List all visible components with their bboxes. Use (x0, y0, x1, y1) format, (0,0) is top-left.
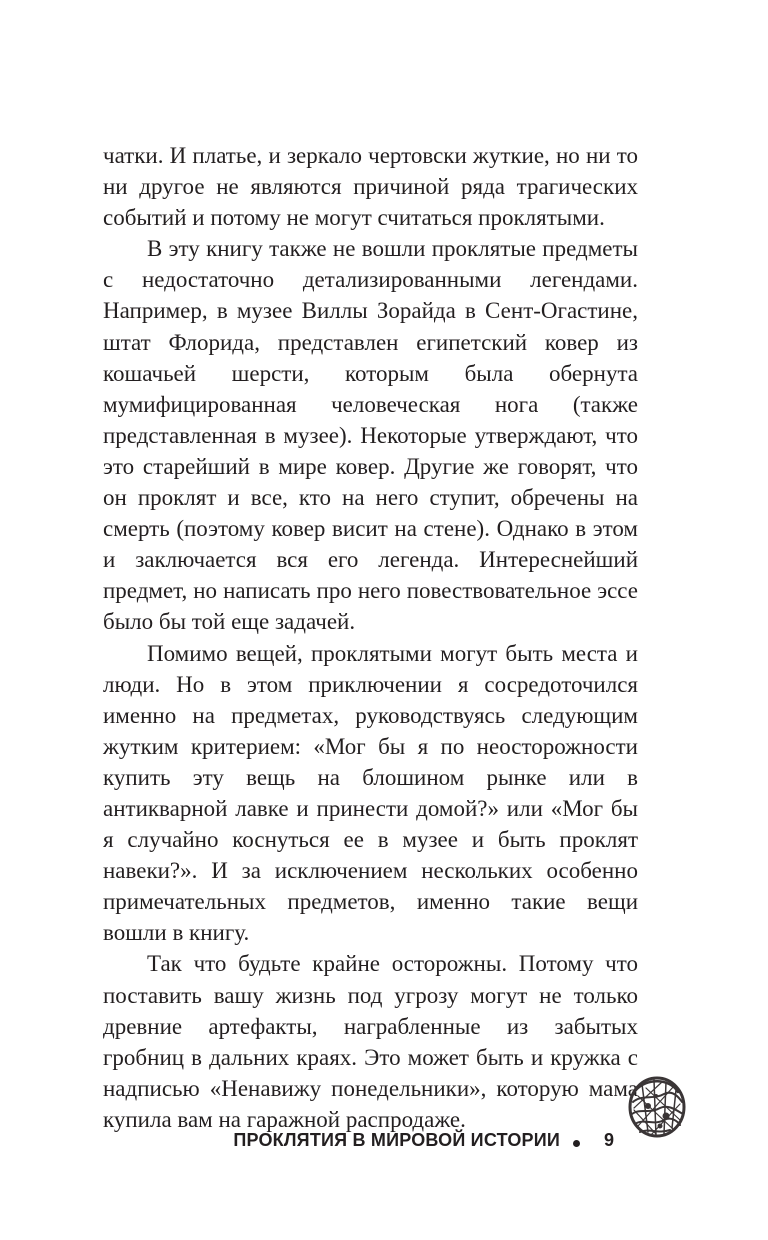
bullet-separator (573, 1140, 580, 1147)
paragraph-4: Так что будьте крайне осторожны. Потому что поставить вашу жизнь под угрозу могут не только древние артефакты, награбленные из забытых гробниц в дальних краях. Это может быть и кружка с надписью «Ненавижу понедельники», которую мама купила вам на гаражной распродаже. (103, 951, 638, 1132)
scribbled-round-emblem-icon (626, 1070, 688, 1140)
paragraph-1: чатки. И платье, и зеркало чертовски жуткие, но ни то ни другое не являются причиной ряда трагических событий и потому не могут считаться проклятыми. (103, 143, 638, 231)
body-text (103, 140, 638, 1135)
paragraph-2: В эту книгу также не вошли проклятые предметы с недостаточно детализированными легендами. Например, в музее Виллы Зорайда в Сент-Огастине, штат Флорида, представлен египетский ковер из кошачьей шерсти, которым была обернута мумифицированная человеческая нога (также представленная в музее). Некоторые утверждают, что это старейший в мире ковер. Другие же говорят, что он проклят и все, кто на него ступит, обречены на смерть (поэтому ковер висит на стене). Однако в этом и заключается вся его легенда. Интереснейший предмет, но написать про него повествовательное эссе было бы той еще задачей. (103, 236, 638, 635)
paragraph-3: Помимо вещей, проклятыми могут быть места и люди. Но в этом приключении я сосредоточился именно на предметах, руководствуясь следующим жутким критерием: «Мог бы я по неосторожности купить эту вещь на блошином рынке или в антикварной лавке и принести домой?» или «Мог бы я случайно коснуться ее в музее и быть проклят навеки?». И за исключением нескольких особенно примечательных предметов, именно такие вещи вошли в книгу. (103, 640, 638, 946)
page-number: 9 (604, 1130, 615, 1150)
running-title: ПРОКЛЯТИЯ В МИРОВОЙ ИСТОРИИ (233, 1130, 560, 1150)
